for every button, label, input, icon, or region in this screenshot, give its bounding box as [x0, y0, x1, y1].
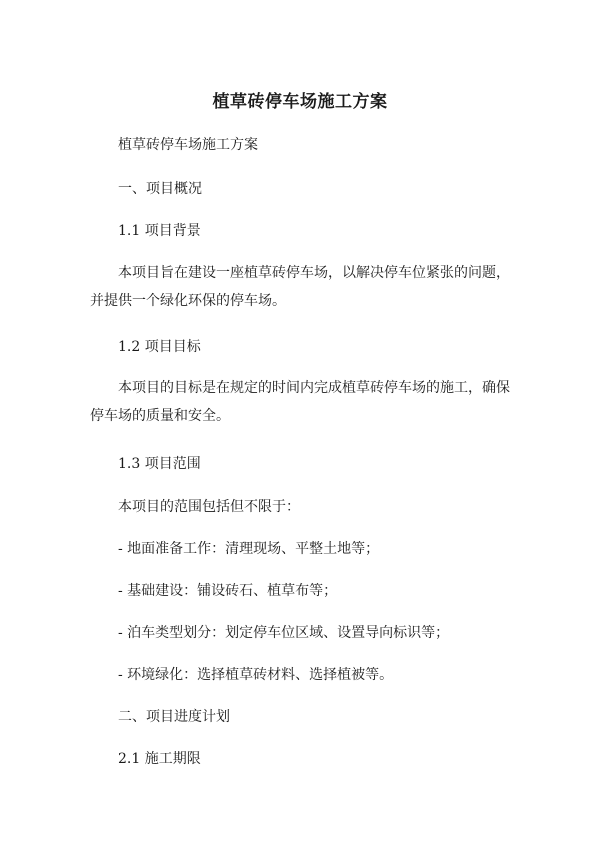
body-paragraph: 本项目旨在建设一座植草砖停车场，以解决停车位紧张的问题，并提供一个绿化环保的停车场。 [90, 265, 510, 309]
body-paragraph: 本项目的目标是在规定的时间内完成植草砖停车场的施工，确保停车场的质量和安全。 [90, 380, 510, 424]
body-paragraph: 本项目的范围包括但不限于： [118, 499, 300, 515]
intro-title: 植草砖停车场施工方案 [118, 137, 258, 153]
subsection-heading: 1.1 项目背景 [118, 223, 201, 239]
list-item: - 泊车类型划分：划定停车位区域、设置导向标识等； [118, 625, 450, 641]
list-item: - 地面准备工作：清理现场、平整土地等； [118, 541, 380, 557]
list-item: - 基础建设：铺设砖石、植草布等； [118, 583, 338, 599]
section-heading: 一、项目概况 [118, 181, 202, 197]
subsection-heading: 2.1 施工期限 [118, 751, 201, 767]
section-heading: 二、项目进度计划 [118, 709, 230, 725]
document-title: 植草砖停车场施工方案 [212, 92, 388, 112]
list-item: - 环境绿化：选择植草砖材料、选择植被等。 [118, 667, 394, 683]
subsection-heading: 1.2 项目目标 [118, 339, 201, 355]
subsection-heading: 1.3 项目范围 [118, 456, 201, 472]
